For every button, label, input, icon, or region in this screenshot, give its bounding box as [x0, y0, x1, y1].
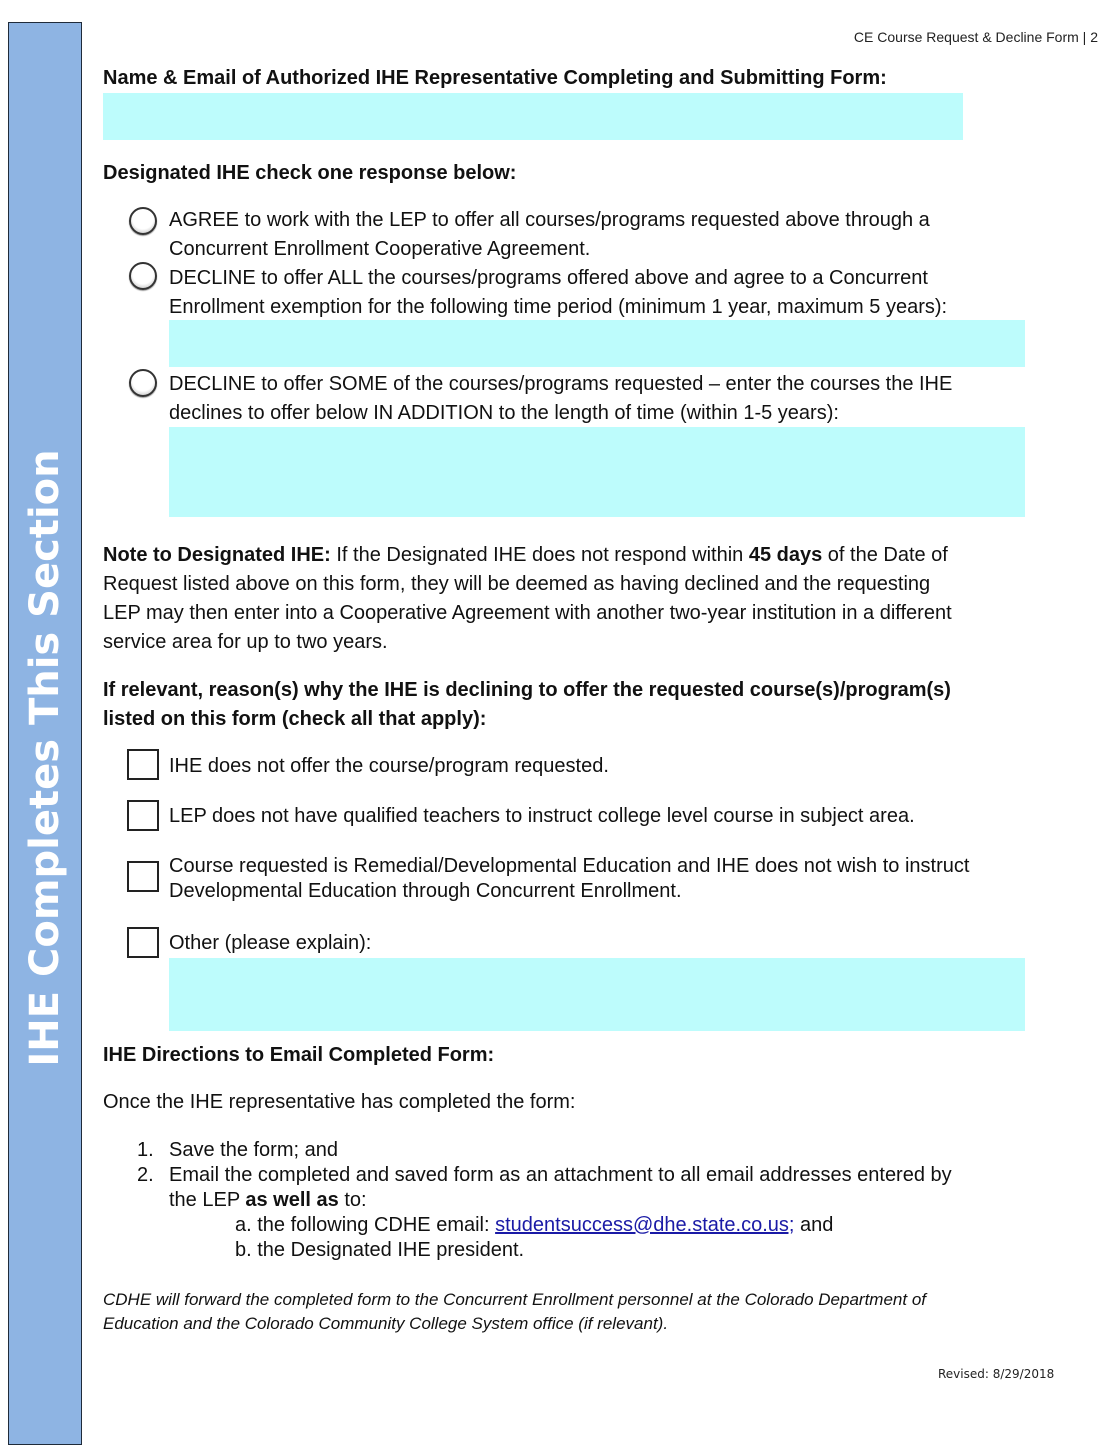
step2-number: 2.: [137, 1164, 154, 1186]
reasons-heading-line1: If relevant, reason(s) why the IHE is declining to offer the requested course(s)/program(s): [103, 679, 951, 701]
page-header: CE Course Request & Decline Form | 2: [853, 29, 1098, 45]
cdhe-email-link[interactable]: studentsuccess@dhe.state.co.us;: [495, 1214, 795, 1236]
revised-date: Revised: 8/29/2018: [938, 1367, 1055, 1381]
footnote-line1: CDHE will forward the completed form to the Concurrent Enrollment personnel at the Colorado Department of: [103, 1290, 926, 1309]
reason-not-offered: IHE does not offer the course/program requested.: [169, 755, 609, 777]
footnote-line2: Education and the Colorado Community College System office (if relevant).: [103, 1314, 669, 1333]
substep-a-text: a. the following CDHE email:: [235, 1214, 496, 1236]
radio-agree[interactable]: [129, 207, 157, 235]
option-decline-all-line2: Enrollment exemption for the following time period (minimum 1 year, maximum 5 years):: [169, 296, 948, 318]
checkbox-no-qualified-teachers[interactable]: [127, 800, 159, 831]
note-line2: Request listed above on this form, they will be deemed as having declined and the requesting: [103, 573, 931, 595]
checkbox-remedial[interactable]: [127, 861, 159, 892]
step2-line2-text: the LEP: [169, 1189, 246, 1211]
reasons-heading-line2: listed on this form (check all that apply):: [103, 708, 487, 730]
step1-text: Save the form; and: [169, 1139, 338, 1161]
checkbox-other[interactable]: [127, 927, 159, 958]
option-agree-line2: Concurrent Enrollment Cooperative Agreement.: [169, 238, 591, 260]
substep-a-end: and: [794, 1214, 834, 1236]
sidebar-label: IHE Completes This Section: [22, 449, 68, 1067]
substep-b: b. the Designated IHE president.: [235, 1239, 525, 1261]
reason-remedial-line2: Developmental Education through Concurrent Enrollment.: [169, 880, 682, 902]
option-decline-all-line1: DECLINE to offer ALL the courses/programs offered above and agree to a Concurrent: [169, 267, 928, 289]
reason-other: Other (please explain):: [169, 932, 372, 954]
directions-intro: Once the IHE representative has completed the form:: [103, 1091, 576, 1113]
step2-line1: Email the completed and saved form as an attachment to all email addresses entered by: [169, 1164, 952, 1186]
rep-name-email-field[interactable]: [103, 93, 963, 140]
section-sidebar: [8, 22, 82, 1445]
note-text: If the Designated IHE does not respond within: [330, 544, 749, 566]
step2-line2-bold: as well as: [245, 1189, 339, 1211]
note-label: Note to Designated IHE:: [103, 544, 331, 566]
other-explain-field[interactable]: [169, 958, 1025, 1031]
reason-no-qualified-teachers: LEP does not have qualified teachers to instruct college level course in subject area.: [169, 805, 915, 827]
decline-all-period-field[interactable]: [169, 320, 1025, 367]
directions-heading: IHE Directions to Email Completed Form:: [103, 1044, 495, 1066]
reason-remedial-line1: Course requested is Remedial/Developmental Education and IHE does not wish to instruct: [169, 855, 970, 877]
checkbox-not-offered[interactable]: [127, 749, 159, 780]
radio-decline-some[interactable]: [129, 369, 157, 397]
step2-line2-end: to:: [338, 1189, 367, 1211]
option-decline-some-line2: declines to offer below IN ADDITION to the length of time (within 1-5 years):: [169, 402, 839, 424]
note-line1: [103, 541, 948, 570]
note-line3: LEP may then enter into a Cooperative Agreement with another two-year institution in a different: [103, 602, 952, 624]
rep-heading: Name & Email of Authorized IHE Representative Completing and Submitting Form:: [103, 67, 887, 89]
option-decline-some-line1: DECLINE to offer SOME of the courses/programs requested – enter the courses the IHE: [169, 373, 953, 395]
decline-some-courses-field[interactable]: [169, 427, 1025, 517]
note-days: 45 days: [748, 544, 823, 566]
note-text-end: of the Date of: [822, 544, 948, 566]
radio-decline-all[interactable]: [129, 262, 157, 290]
response-heading: Designated IHE check one response below:: [103, 162, 517, 184]
note-line4: service area for up to two years.: [103, 631, 388, 653]
step1-number: 1.: [137, 1139, 154, 1161]
option-agree-line1: AGREE to work with the LEP to offer all courses/programs requested above through a: [169, 209, 930, 231]
